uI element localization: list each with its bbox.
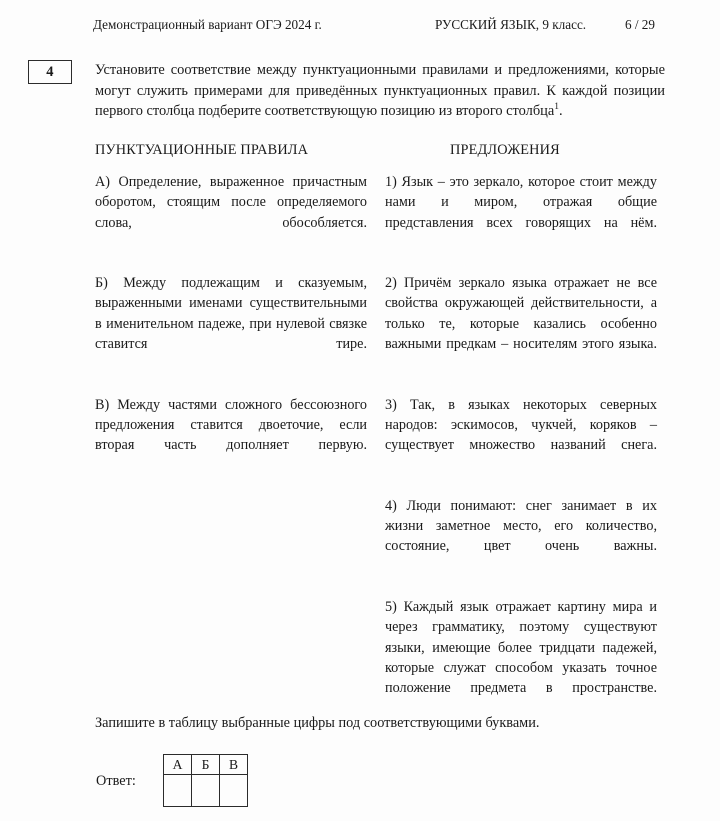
answer-table xyxy=(163,754,248,807)
header-subject: РУССКИЙ ЯЗЫК, 9 класс. xyxy=(435,17,587,32)
answer-value-cell-b[interactable] xyxy=(192,775,220,807)
task-instruction-text xyxy=(95,60,665,122)
header-page-number: 6 / 29 xyxy=(624,17,655,32)
sentence-item-1: 1) Язык – это зеркало, которое стоит между нами и миром, отражая общие представления всех говорящих на нём. xyxy=(385,174,657,231)
sentence-item-2: 2) Причём зеркало языка отражает не все свойства окружающей действительности, а только те, которые казались особенно важными предкам – носителям этого языка. xyxy=(385,275,657,353)
rule-item-c: В) Между частями сложного бессоюзного предложения ставится двоеточие, если вторая часть дополняет первую. xyxy=(95,396,367,454)
answer-header-cell-v: В xyxy=(220,755,248,775)
task-instruction-tail: . xyxy=(558,103,563,120)
answer-label: Ответ: xyxy=(96,773,136,789)
sentences-column xyxy=(385,172,657,719)
sentence-item-4: 4) Люди понимают: снег занимает в их жизни заметное место, его количество, состояние, цвет очень важны. xyxy=(385,497,657,555)
column-heading-sentences: ПРЕДЛОЖЕНИЯ xyxy=(450,142,560,158)
rules-column xyxy=(95,172,367,476)
answer-value-cell-a[interactable] xyxy=(164,775,192,807)
header-exam-title: Демонстрационный вариант ОГЭ 2024 г. xyxy=(93,17,322,32)
answer-header-cell-b: Б xyxy=(192,755,220,775)
answer-table-value-row xyxy=(164,775,248,807)
answer-value-cell-v[interactable] xyxy=(220,775,248,807)
sentence-item-3: 3) Так, в языках некоторых северных народов: эскимосов, чукчей, коряков – существует множество названий снега. xyxy=(385,396,657,454)
task-instruction-body: Установите соответствие между пунктуационными правилами и предложениями, которые могут служить примерами для приведённых пунктуационных правил. К каждой позиции первого столбца подберите соответствующую позицию из второго столбца xyxy=(95,62,665,120)
answer-table-header-row xyxy=(164,755,248,775)
task-number-box: 4 xyxy=(28,60,72,84)
footnote-marker: 1 xyxy=(554,102,559,113)
column-heading-rules: ПУНКТУАЦИОННЫЕ ПРАВИЛА xyxy=(95,142,309,158)
sentence-item-5: 5) Каждый язык отражает картину мира и через грамматику, поэтому существуют языки, имеющие более тридцати падежей, которые служат способом указать точное положение предмета в пространстве. xyxy=(385,599,657,697)
running-head xyxy=(93,16,655,34)
rule-item-b: Б) Между подлежащим и сказуемым, выраженными именами существительными в именительном падеже, при нулевой связке ставится тире. xyxy=(95,275,367,353)
answer-header-cell-a: А xyxy=(164,755,192,775)
rule-item-a: А) Определение, выраженное причастным оборотом, стоящим после определяемого слова, обособляется. xyxy=(95,174,367,231)
answer-instruction: Запишите в таблицу выбранные цифры под соответствующими буквами. xyxy=(95,715,540,731)
